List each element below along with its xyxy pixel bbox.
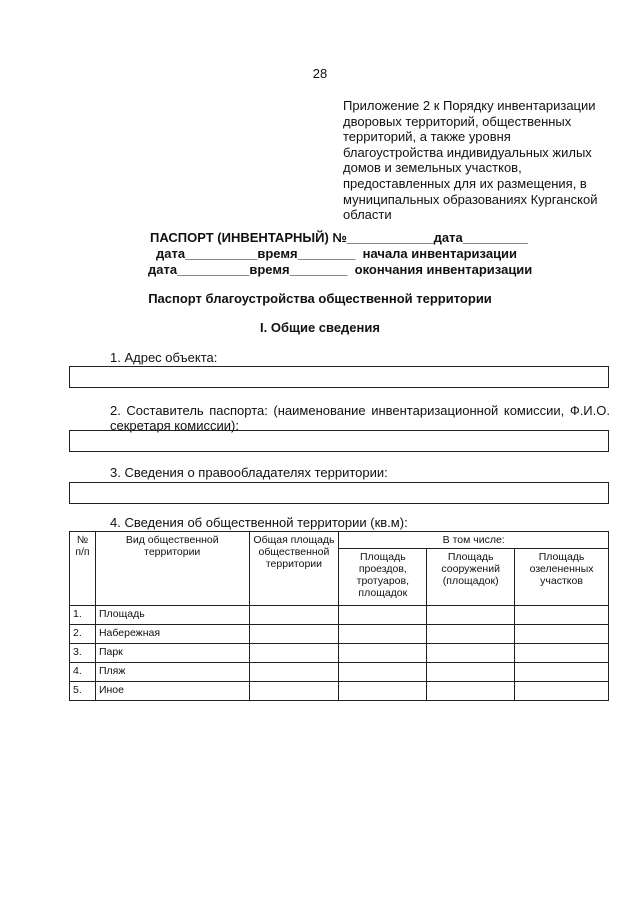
row-kind: Парк (95, 644, 249, 663)
cell-roads-area[interactable] (339, 663, 427, 682)
cell-structures-area[interactable] (427, 606, 515, 625)
cell-roads-area[interactable] (339, 606, 427, 625)
cell-green-area[interactable] (515, 644, 609, 663)
appendix-line: Приложение 2 к Порядку инвентаризации (343, 98, 596, 113)
table-row (70, 606, 609, 625)
owners-field[interactable] (69, 482, 609, 504)
cell-structures-area[interactable] (427, 682, 515, 701)
end-date-line: дата__________время________ окончания инвентаризации (148, 262, 533, 277)
territory-label: 4. Сведения об общественной территории (кв.м): (110, 515, 408, 530)
table-row (70, 644, 609, 663)
appendix-line: дворовых территорий, общественных (343, 113, 572, 129)
cell-structures-area[interactable] (427, 644, 515, 663)
header-kind: Вид общественной территории (95, 532, 249, 606)
row-kind: Пляж (95, 663, 249, 682)
row-kind: Площадь (95, 606, 249, 625)
appendix-line: муниципальных образованиях Курганской (343, 191, 598, 207)
appendix-line: благоустройства индивидуальных жилых (343, 144, 592, 160)
row-num: 5. (70, 682, 96, 701)
cell-green-area[interactable] (515, 663, 609, 682)
author-label: 2. Составитель паспорта: (наименование инвентаризационной комиссии, Ф.И.О. секретаря комиссии): (110, 403, 610, 433)
start-date-line: дата__________время________ начала инвентаризации (156, 246, 518, 261)
cell-total-area[interactable] (249, 606, 339, 625)
page-number: 28 (312, 66, 328, 81)
cell-total-area[interactable] (249, 625, 339, 644)
cell-green-area[interactable] (515, 625, 609, 644)
appendix-line: предоставленных для их размещения, в (343, 175, 587, 191)
header-roads-area: Площадь проездов, тротуаров, площадок (339, 549, 427, 606)
section-heading: I. Общие сведения (260, 320, 380, 335)
cell-structures-area[interactable] (427, 663, 515, 682)
cell-roads-area[interactable] (339, 682, 427, 701)
header-green-area: Площадь озелененных участков (515, 549, 609, 606)
table-row (70, 682, 609, 701)
cell-total-area[interactable] (249, 644, 339, 663)
row-kind: Иное (95, 682, 249, 701)
appendix-line: домов и земельных участков, (343, 160, 522, 176)
header-total-area: Общая площадь общественной территории (249, 532, 339, 606)
header-including: В том числе: (339, 532, 609, 549)
cell-roads-area[interactable] (339, 644, 427, 663)
header-num: № п/п (70, 532, 96, 606)
header-structures-area: Площадь сооружений (площадок) (427, 549, 515, 606)
address-field[interactable] (69, 366, 609, 388)
row-num: 1. (70, 606, 96, 625)
cell-total-area[interactable] (249, 663, 339, 682)
author-field[interactable] (69, 430, 609, 452)
table-row (70, 625, 609, 644)
row-num: 4. (70, 663, 96, 682)
row-kind: Набережная (95, 625, 249, 644)
row-num: 2. (70, 625, 96, 644)
appendix-line: области (343, 207, 392, 223)
cell-green-area[interactable] (515, 682, 609, 701)
cell-roads-area[interactable] (339, 625, 427, 644)
territory-table (69, 531, 609, 701)
owners-label: 3. Сведения о правообладателях территории: (110, 465, 388, 480)
document-subtitle: Паспорт благоустройства общественной территории (148, 291, 492, 306)
cell-total-area[interactable] (249, 682, 339, 701)
passport-title: ПАСПОРТ (ИНВЕНТАРНЫЙ) №____________дата_________ (150, 230, 528, 245)
row-num: 3. (70, 644, 96, 663)
cell-structures-area[interactable] (427, 625, 515, 644)
table-row (70, 663, 609, 682)
appendix-line: территорий, а также уровня (343, 129, 511, 145)
cell-green-area[interactable] (515, 606, 609, 625)
address-label: 1. Адрес объекта: (110, 350, 218, 365)
appendix-note (343, 98, 605, 223)
